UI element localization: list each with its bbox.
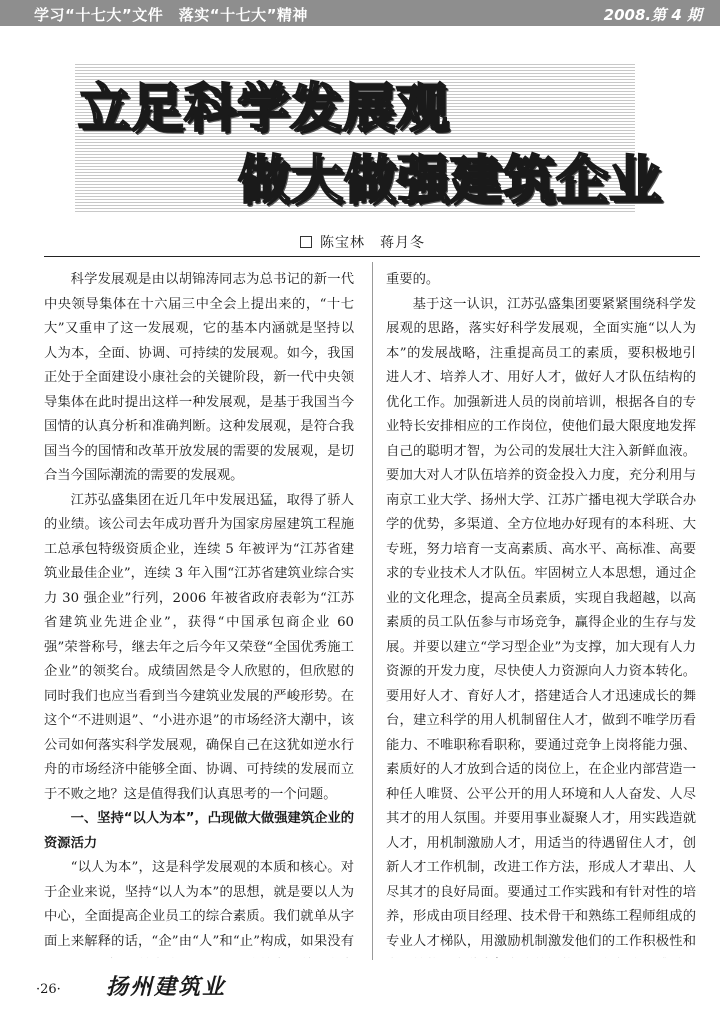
paragraph-continuation: 重要的。	[386, 272, 440, 287]
article-title-line-2: 做大做强建筑企业	[238, 151, 663, 211]
author-line	[300, 232, 425, 252]
title-divider	[44, 256, 700, 257]
square-bullet-icon	[300, 236, 312, 248]
paragraph-1: 科学发展观是由以胡锦涛同志为总书记的新一代中央领导集体在十六届三中全会上提出来的，“十七大”又重申了这一发展观，它的基本内涵就是坚持以人为本，全面、协调、可持续的发展观。如今，我国正处于全面建设小康社会的关键阶段，新一代中央领导集体在此时提出这样一种发展观，是基于我国当今国情的认真分析和准确判断。这种发展观，是符合我国当今的国情和改革开放发展的需要的发展观，是切合当今国际潮流的需要的发展观。	[44, 272, 354, 483]
page-number: ·26·	[36, 982, 61, 997]
paragraph-4: 基于这一认识，江苏弘盛集团要紧紧围绕科学发展观的思路，落实好科学发展观，全面实施“以人为本”的发展战略，注重提高员工的素质，要积极地引进人才、培养人才、用好人才，做好人才队伍结构的优化工作。加强新进人员的岗前培训，根据各自的专业特长安排相应的工作岗位，使他们最大限度地发挥自己的聪明才智，为公司的发展壮大注入新鲜血液。要加大对人才队伍培养的资金投入力度，充分利用与南京工业大学、扬州大学、江苏广播电视大学联合办学的优势，多渠道、全方位地办好现有的本科班、大专班，努力培育一支高素质、高水平、高标准、高要求的专业技术人才队伍。牢固树立人本思想，通过企业的文化理念，提高全员素质，实现自我超越，以高素质的员工队伍参与市场竞争，赢得企业的生存与发展。并要以建立“学习型企业”为支撑，加大现有人力资源的开发力度，尽快使人力资源向人力资本转化。要用好人才、育好人才，搭建适合人才迅速成长的舞台，建立科学的用人机制留住人才，做到不唯学历看能力、不唯职称看职称，要通过竞争上岗将能力强、素质好的人才放到合适的岗位上，在企业内部营造一种任人唯贤、公平公开的用人环境和人人奋发、人尽其才的用人氛围。并要用事业凝聚人才，用实践造就人才，用机制激励人才，用适当的待遇留住人才，创新人才工作机制，改进工作方法，形成人才辈出、人尽其才的良好局面。要通过工作实践和有针对性的培养，形成由项目经理、技术骨干和熟练工程师组成的专业人才梯队，用激励机制激发他们的工作积极性和	[386, 296, 696, 949]
running-header	[0, 0, 720, 26]
column-divider	[372, 262, 373, 960]
article-title-line-1: 立足科学发展观	[78, 79, 450, 139]
header-slogan: 学习“十七大”文件 落实“十七大”精神	[34, 6, 308, 24]
section-heading-1: 一、坚持“以人为本”，凸现做大做强建筑企业的资源活力	[44, 811, 354, 851]
paragraph-3: “以人为本”，这是科学发展观的本质和核心。对于企业来说，坚持“以人为本”的思想，就是要以人为中心，全面提高企业员工的综合素质。我们就单从字面上来解释的话，“企”由“人”和“止”构成，如果没有	[44, 860, 354, 949]
left-column	[44, 268, 354, 958]
paragraph-2: 江苏弘盛集团在近几年中发展迅猛，取得了骄人的业绩。该公司去年成功晋升为国家房屋建筑工程施工总承包特级资质企业，连续 5 年被评为“江苏省建筑业最佳企业”，连续 3 年入围“江苏省建筑业综合实力 30 强企业”行列，2006 年被省政府表彰为“江苏省建筑业先进企业”，获得“中国承包商企业 60 强”荣誉称号，继去年之后今年又荣登“全国优秀施工企业”的领奖台。成绩固然是令人欣慰的，但欣慰的同时我们也应当看到当今建筑业发展的严峻形势。在这个“不进则退”、“小进亦退”的市场经济大潮中，该公司如何落实科学发展观，确保自己在这犹如逆水行舟的市场经济中能够全面、协调、可持续的发展而立于不败之地？这是值得我们认真思考的一个问题。	[44, 492, 354, 802]
right-column	[386, 268, 696, 958]
issue-number: 2008.第 4 期	[603, 6, 702, 24]
page-footer	[36, 974, 227, 1000]
magazine-logo: 扬州建筑业	[106, 974, 227, 1000]
author-names: 陈宝林 蒋月冬	[320, 235, 425, 251]
